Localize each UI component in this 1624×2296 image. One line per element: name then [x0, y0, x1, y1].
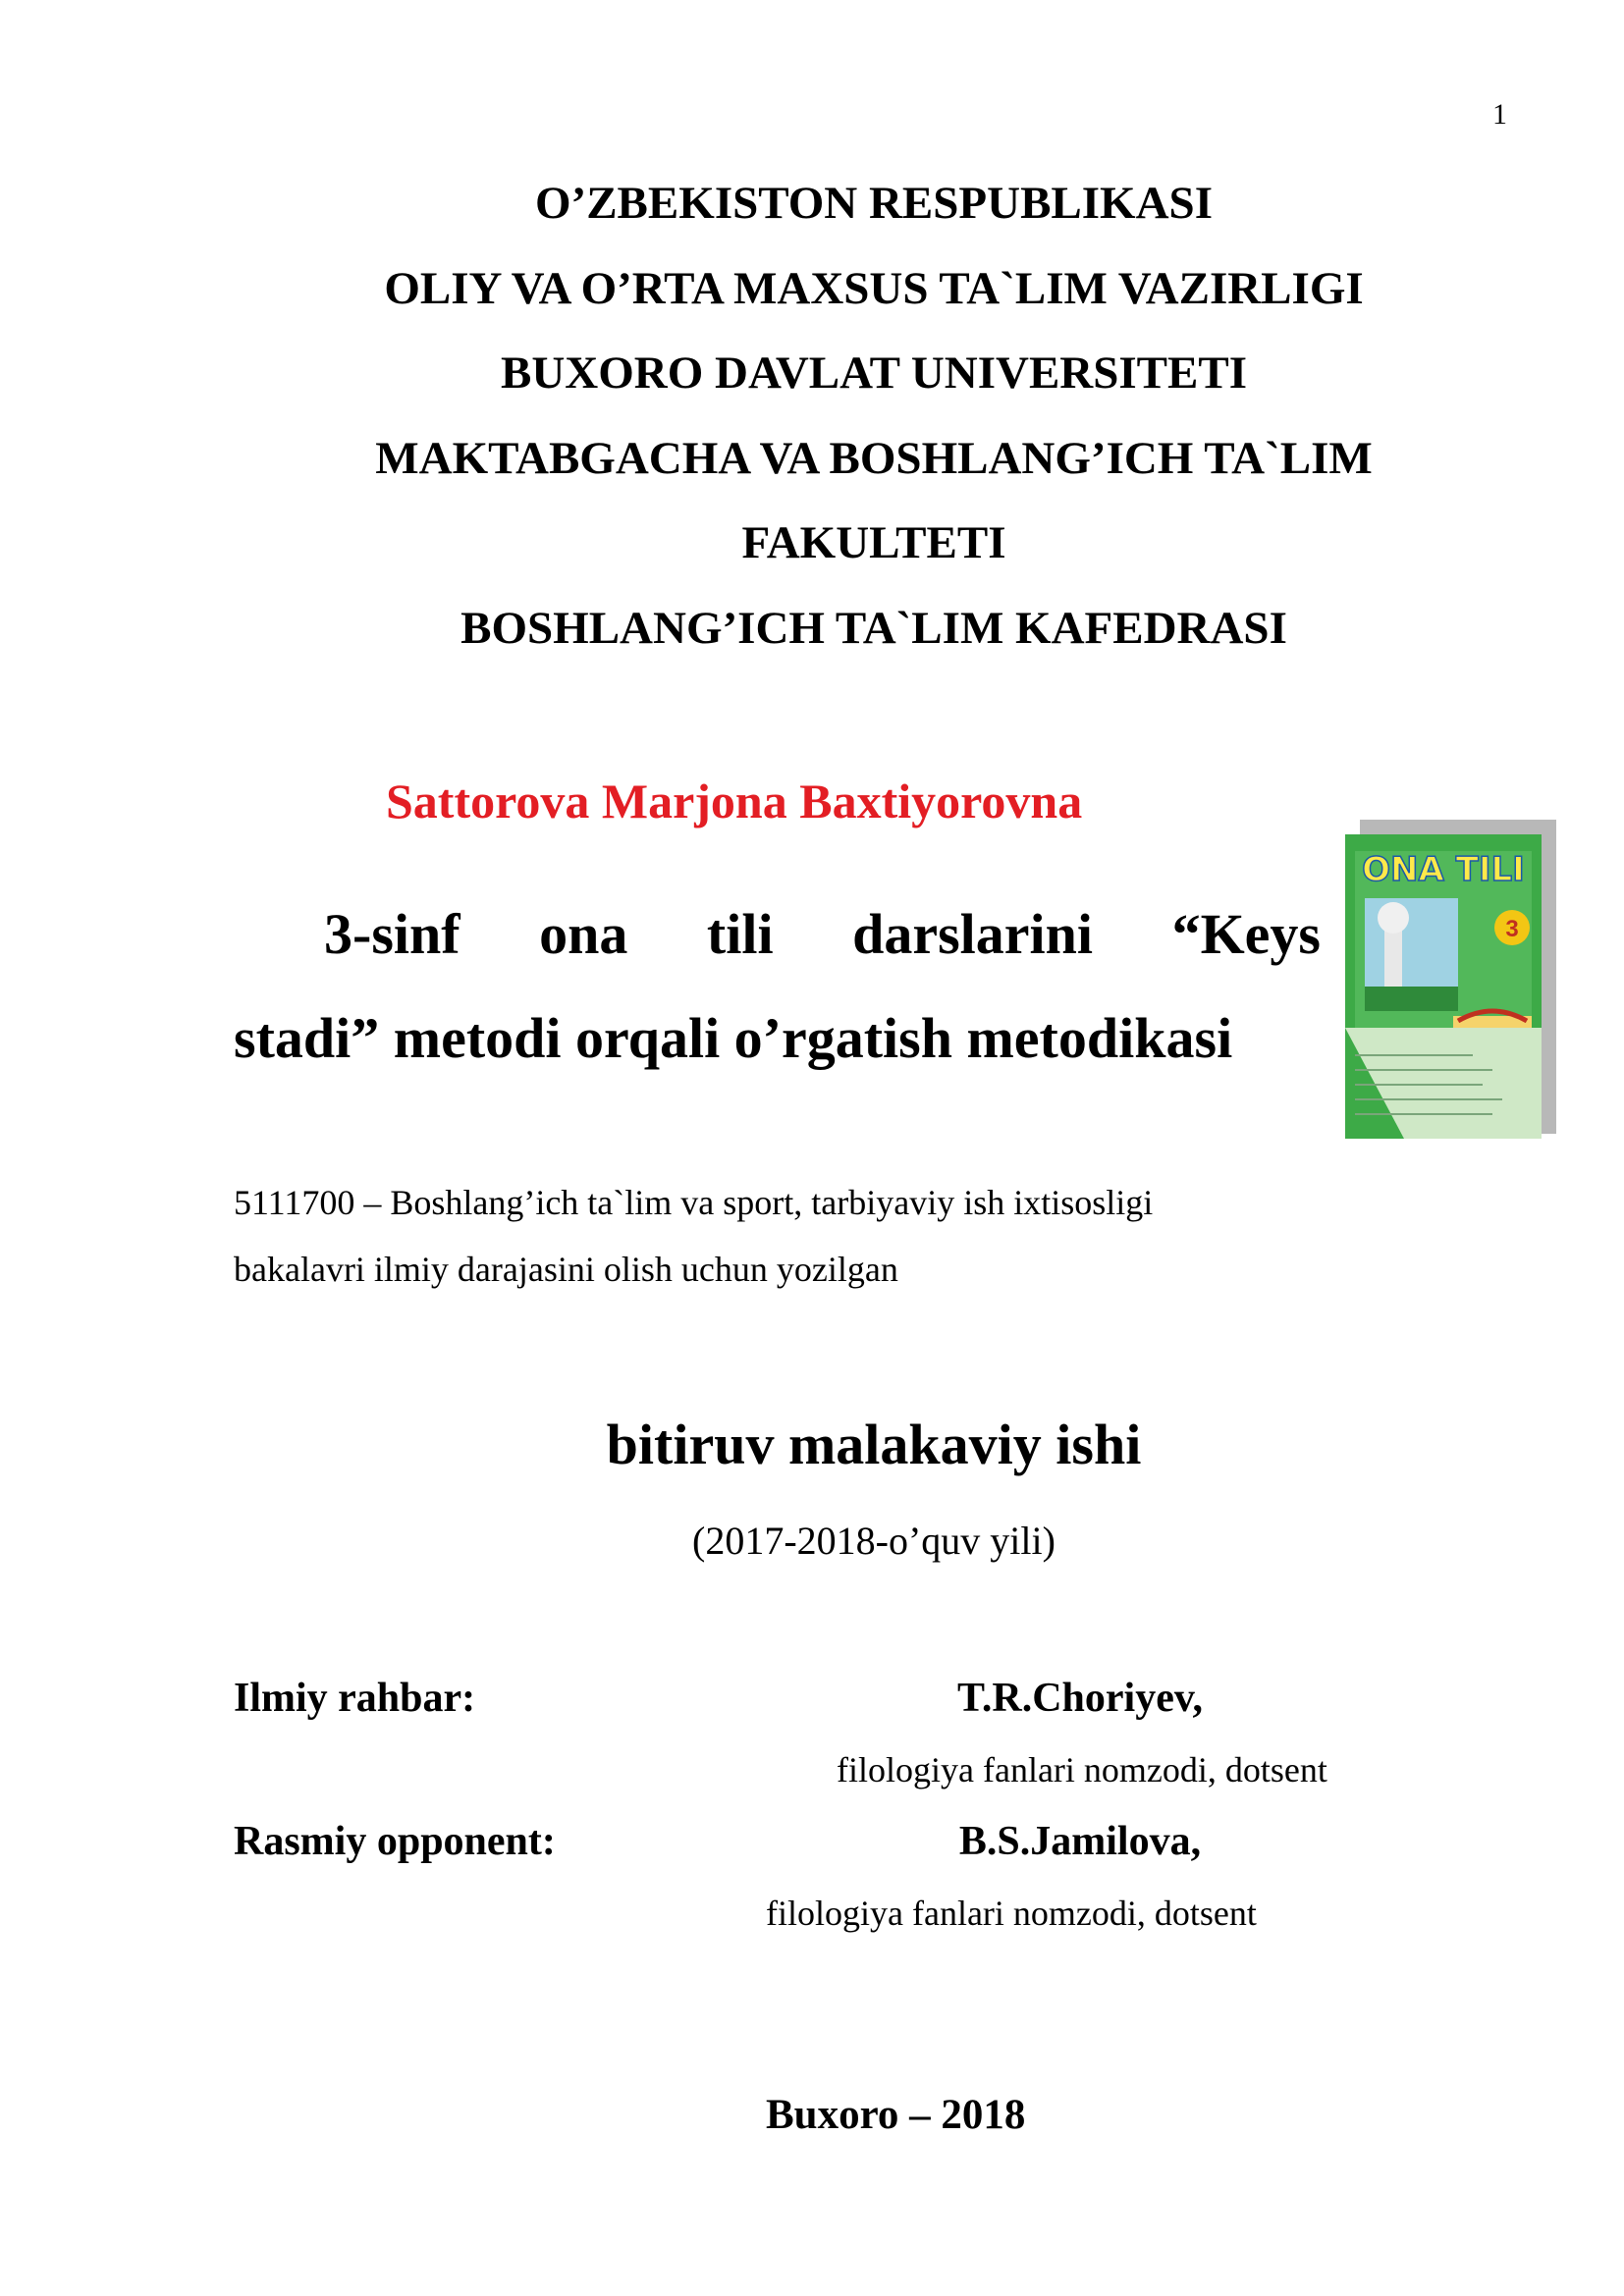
title-word: ona	[539, 902, 628, 966]
header-line-faculty: MAKTABGACHA VA BOSHLANG’ICH TA`LIM	[375, 433, 1373, 484]
header-line-university: BUXORO DAVLAT UNIVERSITETI	[500, 347, 1248, 399]
title-word: tili	[706, 902, 774, 966]
specialty-line-1: 5111700 – Boshlang’ich ta`lim va sport, tarbiyaviy ish ixtisosligi	[234, 1183, 1154, 1222]
work-type: bitiruv malakaviy ishi	[606, 1413, 1142, 1476]
academic-year: (2017-2018-o’quv yili)	[692, 1519, 1056, 1563]
place-and-year: Buxoro – 2018	[766, 2092, 1026, 2138]
opponent-degree: filologiya fanlari nomzodi, dotsent	[766, 1894, 1257, 1933]
supervisor-name: T.R.Choriyev,	[956, 1676, 1204, 1721]
book-grade-number: 3	[1505, 916, 1519, 942]
page-number: 1	[1492, 98, 1507, 131]
supervisor-degree: filologiya fanlari nomzodi, dotsent	[837, 1750, 1327, 1789]
opponent-name: B.S.Jamilova,	[958, 1819, 1202, 1864]
header-line-department: BOSHLANG’ICH TA`LIM KAFEDRASI	[460, 603, 1287, 654]
header-line-republic: O’ZBEKISTON RESPUBLIKASI	[535, 178, 1213, 229]
book-cover-title: ONA TILI	[1362, 850, 1525, 889]
header-line-ministry: OLIY VA O’RTA MAXSUS TA`LIM VAZIRLIGI	[384, 263, 1364, 314]
title-word: 3-sinf	[324, 902, 460, 966]
header-line-faculty-cont: FAKULTETI	[741, 517, 1006, 568]
thesis-title-line-1	[324, 901, 1321, 967]
title-word: darslarini	[852, 902, 1094, 966]
author-name: Sattorova Marjona Baxtiyorovna	[386, 774, 1083, 828]
specialty-line-2: bakalavri ilmiy darajasini olish uchun yozilgan	[234, 1250, 898, 1289]
opponent-role: Rasmiy opponent:	[234, 1819, 556, 1864]
supervisor-role: Ilmiy rahbar:	[234, 1676, 476, 1721]
thesis-title-line-2: stadi” metodi orqali o’rgatish metodikasi	[234, 1006, 1233, 1070]
title-word: “Keys	[1171, 902, 1321, 966]
book-cover-image	[1345, 820, 1556, 1139]
